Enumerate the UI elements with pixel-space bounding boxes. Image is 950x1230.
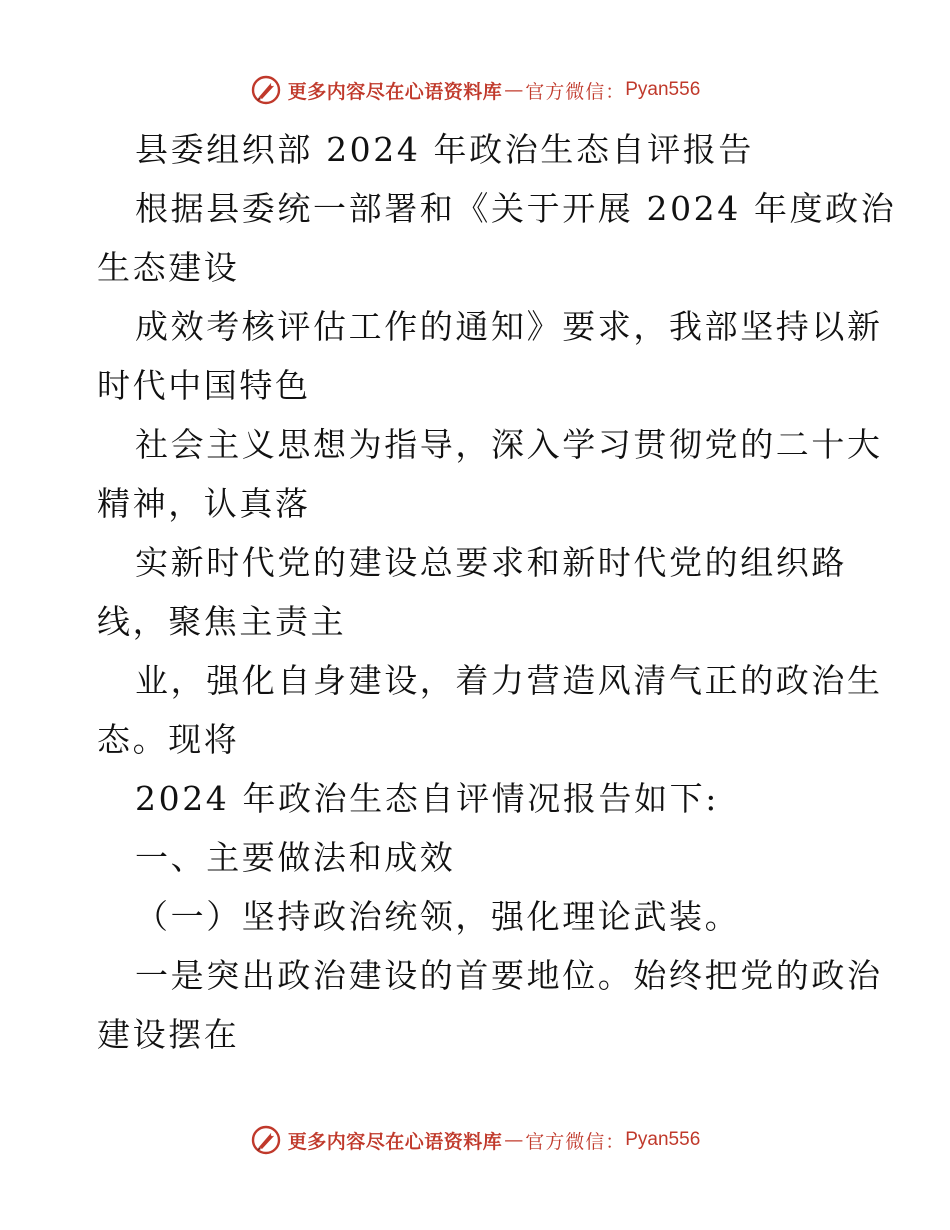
paragraph-line: 态。现将 [97, 720, 240, 759]
document-title: 县委组织部 2024 年政治生态自评报告 [135, 130, 754, 169]
footer-wechat-label: 官方微信： [525, 1130, 626, 1153]
footer-banner[interactable] [0, 1120, 950, 1160]
header-separator: — [504, 79, 524, 101]
header-wechat-label: 官方微信： [525, 80, 626, 103]
subsection-heading: （一）坚持政治统领，强化理论武装。 [135, 897, 741, 936]
header-banner[interactable] [0, 70, 950, 110]
footer-separator: — [504, 1129, 524, 1151]
footer-brand-text: 更多内容尽在心语资料库 [287, 1130, 503, 1153]
header-wechat-id: Pyan556 [625, 79, 701, 100]
document-body [97, 120, 897, 1064]
paragraph-line: 生态建设 [97, 248, 240, 287]
paragraph-line: 时代中国特色 [97, 366, 311, 405]
paragraph-line: 精神，认真落 [97, 484, 311, 523]
header-brand-text: 更多内容尽在心语资料库 [287, 80, 503, 103]
paragraph-line: 社会主义思想为指导，深入学习贯彻党的二十大 [135, 425, 883, 464]
pen-logo-icon [250, 1124, 282, 1156]
paragraph-line: 建设摆在 [97, 1015, 240, 1054]
section-heading: 一、主要做法和成效 [135, 838, 456, 877]
paragraph-line: 2024 年政治生态自评情况报告如下: [135, 779, 719, 818]
paragraph-line: 实新时代党的建设总要求和新时代党的组织路 [135, 543, 847, 582]
paragraph-line: 成效考核评估工作的通知》要求，我部坚持以新 [135, 307, 883, 346]
paragraph-line: 根据县委统一部署和《关于开展 2024 年度政治 [135, 189, 897, 228]
paragraph-line: 一是突出政治建设的首要地位。始终把党的政治 [135, 956, 883, 995]
paragraph-line: 业，强化自身建设，着力营造风清气正的政治生 [135, 661, 883, 700]
paragraph-line: 线，聚焦主责主 [97, 602, 347, 641]
pen-logo-icon [250, 74, 282, 106]
footer-wechat-id: Pyan556 [625, 1129, 701, 1150]
